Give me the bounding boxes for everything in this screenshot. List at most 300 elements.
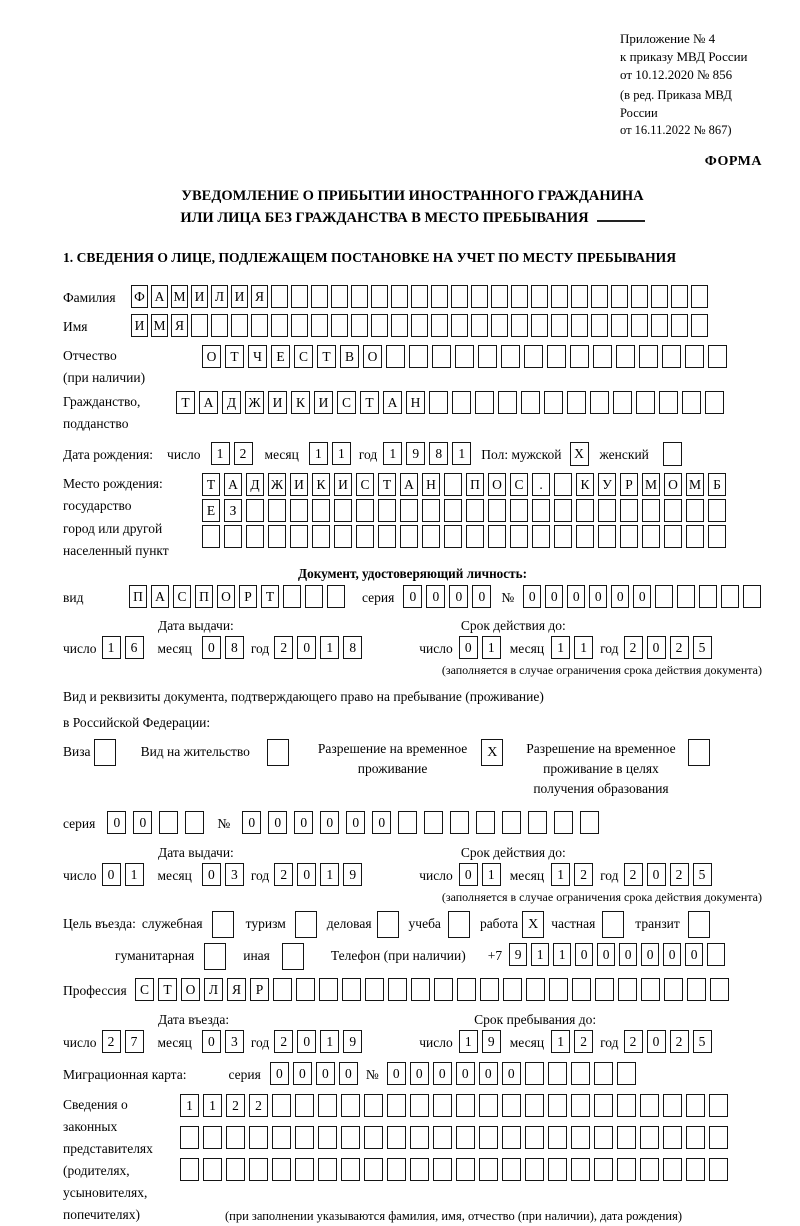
cell[interactable] xyxy=(327,585,345,608)
cell[interactable]: 2 xyxy=(274,863,293,886)
cell[interactable]: Н xyxy=(406,391,425,414)
cell[interactable] xyxy=(502,1094,521,1117)
cell[interactable] xyxy=(688,739,710,766)
cell[interactable] xyxy=(319,978,338,1001)
cell[interactable] xyxy=(334,525,352,548)
cell[interactable] xyxy=(501,345,520,368)
cell[interactable] xyxy=(705,391,724,414)
cell[interactable] xyxy=(433,1094,452,1117)
cell[interactable] xyxy=(532,525,550,548)
cell[interactable] xyxy=(400,525,418,548)
cell[interactable] xyxy=(457,978,476,1001)
cell[interactable] xyxy=(283,585,301,608)
cell[interactable] xyxy=(422,499,440,522)
cell[interactable] xyxy=(548,1158,567,1181)
cell[interactable]: К xyxy=(312,473,330,496)
cell[interactable] xyxy=(364,1126,383,1149)
cell[interactable]: 0 xyxy=(270,1062,289,1085)
cell[interactable]: 1 xyxy=(320,863,339,886)
cell[interactable] xyxy=(651,285,668,308)
cell[interactable] xyxy=(686,525,704,548)
cell[interactable]: 0 xyxy=(202,863,221,886)
cell[interactable]: 5 xyxy=(693,1030,712,1053)
cell[interactable]: 1 xyxy=(459,1030,478,1053)
cell[interactable] xyxy=(424,811,443,834)
cell[interactable] xyxy=(687,978,706,1001)
cell[interactable]: Е xyxy=(202,499,220,522)
cell[interactable] xyxy=(691,285,708,308)
cell[interactable] xyxy=(551,314,568,337)
cell[interactable] xyxy=(431,285,448,308)
cell[interactable] xyxy=(377,911,399,938)
cell[interactable] xyxy=(456,1158,475,1181)
cell[interactable]: 0 xyxy=(663,943,681,966)
cell[interactable]: Р xyxy=(239,585,257,608)
cell[interactable]: 1 xyxy=(482,863,501,886)
cell[interactable]: 0 xyxy=(102,863,121,886)
cell[interactable] xyxy=(502,1126,521,1149)
cell[interactable]: 1 xyxy=(574,636,593,659)
cell[interactable] xyxy=(488,499,506,522)
cell[interactable] xyxy=(510,525,528,548)
cell[interactable]: 0 xyxy=(316,1062,335,1085)
cell[interactable] xyxy=(249,1126,268,1149)
cell[interactable]: 1 xyxy=(551,863,570,886)
cell[interactable] xyxy=(246,525,264,548)
cell[interactable] xyxy=(547,345,566,368)
cell[interactable] xyxy=(455,345,474,368)
cell[interactable] xyxy=(342,978,361,1001)
cell[interactable] xyxy=(611,314,628,337)
cell[interactable] xyxy=(450,811,469,834)
cell[interactable]: 0 xyxy=(641,943,659,966)
cell[interactable]: Я xyxy=(251,285,268,308)
cell[interactable] xyxy=(576,525,594,548)
cell[interactable] xyxy=(664,499,682,522)
cell[interactable] xyxy=(480,978,499,1001)
cell[interactable]: Т xyxy=(261,585,279,608)
cell[interactable]: X xyxy=(570,442,589,466)
cell[interactable] xyxy=(295,1094,314,1117)
cell[interactable] xyxy=(409,345,428,368)
cell[interactable]: 1 xyxy=(332,442,351,465)
cell[interactable] xyxy=(591,314,608,337)
cell[interactable] xyxy=(502,1158,521,1181)
cell[interactable] xyxy=(640,1094,659,1117)
cell[interactable] xyxy=(595,978,614,1001)
cell[interactable]: 1 xyxy=(309,442,328,465)
cell[interactable] xyxy=(341,1126,360,1149)
cell[interactable] xyxy=(677,585,695,608)
cell[interactable] xyxy=(598,499,616,522)
cell[interactable]: О xyxy=(363,345,382,368)
cell[interactable] xyxy=(271,285,288,308)
cell[interactable] xyxy=(371,314,388,337)
cell[interactable] xyxy=(478,345,497,368)
cell[interactable]: А xyxy=(400,473,418,496)
cell[interactable] xyxy=(598,525,616,548)
cell[interactable] xyxy=(521,391,540,414)
cell[interactable] xyxy=(708,345,727,368)
cell[interactable] xyxy=(686,1094,705,1117)
cell[interactable]: А xyxy=(224,473,242,496)
cell[interactable] xyxy=(364,1094,383,1117)
cell[interactable] xyxy=(410,1158,429,1181)
cell[interactable] xyxy=(688,911,710,938)
cell[interactable]: 6 xyxy=(125,636,144,659)
cell[interactable]: 0 xyxy=(320,811,339,834)
cell[interactable] xyxy=(291,285,308,308)
cell[interactable] xyxy=(295,1126,314,1149)
cell[interactable] xyxy=(351,285,368,308)
cell[interactable]: Д xyxy=(246,473,264,496)
cell[interactable] xyxy=(707,943,725,966)
cell[interactable]: 1 xyxy=(551,636,570,659)
cell[interactable]: 1 xyxy=(383,442,402,465)
cell[interactable] xyxy=(410,1094,429,1117)
cell[interactable] xyxy=(341,1094,360,1117)
cell[interactable] xyxy=(475,391,494,414)
cell[interactable] xyxy=(391,285,408,308)
cell[interactable] xyxy=(709,1094,728,1117)
cell[interactable]: 0 xyxy=(297,1030,316,1053)
cell[interactable] xyxy=(548,1126,567,1149)
cell[interactable]: 7 xyxy=(125,1030,144,1053)
cell[interactable]: П xyxy=(129,585,147,608)
cell[interactable]: А xyxy=(151,585,169,608)
cell[interactable] xyxy=(708,525,726,548)
cell[interactable] xyxy=(510,499,528,522)
cell[interactable]: Ф xyxy=(131,285,148,308)
cell[interactable] xyxy=(571,285,588,308)
cell[interactable]: 0 xyxy=(372,811,391,834)
cell[interactable]: М xyxy=(642,473,660,496)
cell[interactable]: Я xyxy=(171,314,188,337)
cell[interactable] xyxy=(663,442,682,466)
cell[interactable] xyxy=(318,1126,337,1149)
cell[interactable] xyxy=(94,739,116,766)
cell[interactable] xyxy=(554,811,573,834)
cell[interactable] xyxy=(571,1062,590,1085)
cell[interactable]: 1 xyxy=(203,1094,222,1117)
cell[interactable] xyxy=(185,811,204,834)
cell[interactable] xyxy=(290,525,308,548)
cell[interactable] xyxy=(422,525,440,548)
cell[interactable] xyxy=(594,1062,613,1085)
cell[interactable]: Ж xyxy=(245,391,264,414)
cell[interactable]: Т xyxy=(378,473,396,496)
cell[interactable]: М xyxy=(171,285,188,308)
cell[interactable] xyxy=(651,314,668,337)
cell[interactable] xyxy=(502,811,521,834)
cell[interactable]: 2 xyxy=(234,442,253,465)
cell[interactable]: С xyxy=(135,978,154,1001)
cell[interactable]: 1 xyxy=(211,442,230,465)
cell[interactable]: 0 xyxy=(619,943,637,966)
cell[interactable] xyxy=(571,314,588,337)
cell[interactable]: О xyxy=(664,473,682,496)
cell[interactable]: 0 xyxy=(433,1062,452,1085)
cell[interactable] xyxy=(617,1126,636,1149)
cell[interactable] xyxy=(226,1126,245,1149)
cell[interactable] xyxy=(387,1158,406,1181)
cell[interactable] xyxy=(686,1158,705,1181)
cell[interactable]: 1 xyxy=(531,943,549,966)
cell[interactable] xyxy=(456,1126,475,1149)
cell[interactable] xyxy=(203,1126,222,1149)
cell[interactable]: Р xyxy=(250,978,269,1001)
cell[interactable] xyxy=(618,978,637,1001)
cell[interactable]: И xyxy=(290,473,308,496)
cell[interactable] xyxy=(655,585,673,608)
cell[interactable] xyxy=(356,525,374,548)
cell[interactable] xyxy=(429,391,448,414)
cell[interactable]: О xyxy=(202,345,221,368)
cell[interactable] xyxy=(525,1062,544,1085)
cell[interactable]: 0 xyxy=(449,585,468,608)
cell[interactable] xyxy=(268,525,286,548)
cell[interactable]: С xyxy=(173,585,191,608)
cell[interactable] xyxy=(532,499,550,522)
cell[interactable] xyxy=(571,1126,590,1149)
cell[interactable]: П xyxy=(466,473,484,496)
cell[interactable] xyxy=(444,525,462,548)
cell[interactable]: М xyxy=(151,314,168,337)
cell[interactable]: 1 xyxy=(320,1030,339,1053)
cell[interactable] xyxy=(640,1126,659,1149)
cell[interactable] xyxy=(613,391,632,414)
cell[interactable]: 0 xyxy=(647,1030,666,1053)
cell[interactable] xyxy=(708,499,726,522)
cell[interactable]: П xyxy=(195,585,213,608)
cell[interactable]: 9 xyxy=(482,1030,501,1053)
cell[interactable]: . xyxy=(532,473,550,496)
cell[interactable] xyxy=(686,1126,705,1149)
cell[interactable]: Л xyxy=(211,285,228,308)
cell[interactable] xyxy=(710,978,729,1001)
cell[interactable] xyxy=(411,314,428,337)
cell[interactable] xyxy=(387,1094,406,1117)
cell[interactable] xyxy=(659,391,678,414)
cell[interactable]: И xyxy=(231,285,248,308)
cell[interactable]: 0 xyxy=(479,1062,498,1085)
cell[interactable]: 3 xyxy=(225,863,244,886)
cell[interactable]: 3 xyxy=(225,1030,244,1053)
cell[interactable] xyxy=(444,473,462,496)
cell[interactable] xyxy=(525,1094,544,1117)
cell[interactable] xyxy=(631,285,648,308)
cell[interactable]: 0 xyxy=(242,811,261,834)
cell[interactable]: 0 xyxy=(523,585,541,608)
cell[interactable] xyxy=(699,585,717,608)
cell[interactable] xyxy=(391,314,408,337)
cell[interactable] xyxy=(400,499,418,522)
cell[interactable] xyxy=(246,499,264,522)
cell[interactable]: Б xyxy=(708,473,726,496)
cell[interactable] xyxy=(554,499,572,522)
cell[interactable]: М xyxy=(686,473,704,496)
cell[interactable] xyxy=(642,499,660,522)
cell[interactable] xyxy=(682,391,701,414)
cell[interactable]: 0 xyxy=(647,636,666,659)
cell[interactable] xyxy=(580,811,599,834)
cell[interactable] xyxy=(378,525,396,548)
cell[interactable] xyxy=(576,499,594,522)
cell[interactable] xyxy=(212,911,234,938)
cell[interactable]: X xyxy=(481,739,503,766)
cell[interactable] xyxy=(371,285,388,308)
cell[interactable] xyxy=(620,525,638,548)
cell[interactable] xyxy=(431,314,448,337)
cell[interactable] xyxy=(249,1158,268,1181)
cell[interactable]: 0 xyxy=(589,585,607,608)
cell[interactable] xyxy=(551,285,568,308)
cell[interactable]: 9 xyxy=(406,442,425,465)
cell[interactable] xyxy=(554,473,572,496)
cell[interactable] xyxy=(180,1126,199,1149)
cell[interactable]: 0 xyxy=(202,636,221,659)
cell[interactable] xyxy=(311,314,328,337)
cell[interactable]: Д xyxy=(222,391,241,414)
cell[interactable]: 0 xyxy=(472,585,491,608)
cell[interactable] xyxy=(295,1158,314,1181)
cell[interactable]: С xyxy=(356,473,374,496)
cell[interactable] xyxy=(685,345,704,368)
cell[interactable] xyxy=(663,1094,682,1117)
cell[interactable] xyxy=(231,314,248,337)
cell[interactable]: 0 xyxy=(545,585,563,608)
cell[interactable]: 2 xyxy=(624,1030,643,1053)
cell[interactable] xyxy=(271,314,288,337)
cell[interactable]: А xyxy=(151,285,168,308)
cell[interactable]: 0 xyxy=(426,585,445,608)
cell[interactable] xyxy=(531,314,548,337)
cell[interactable]: Я xyxy=(227,978,246,1001)
cell[interactable] xyxy=(471,285,488,308)
cell[interactable] xyxy=(593,345,612,368)
cell[interactable]: 0 xyxy=(459,636,478,659)
cell[interactable]: О xyxy=(181,978,200,1001)
cell[interactable]: Т xyxy=(176,391,195,414)
cell[interactable] xyxy=(251,314,268,337)
cell[interactable] xyxy=(511,314,528,337)
cell[interactable]: 8 xyxy=(429,442,448,465)
cell[interactable] xyxy=(378,499,396,522)
cell[interactable]: 1 xyxy=(180,1094,199,1117)
cell[interactable]: 8 xyxy=(225,636,244,659)
cell[interactable] xyxy=(671,285,688,308)
cell[interactable] xyxy=(203,1158,222,1181)
cell[interactable] xyxy=(341,1158,360,1181)
cell[interactable] xyxy=(387,1126,406,1149)
cell[interactable] xyxy=(491,314,508,337)
cell[interactable] xyxy=(386,345,405,368)
cell[interactable] xyxy=(411,285,428,308)
cell[interactable] xyxy=(365,978,384,1001)
cell[interactable] xyxy=(204,943,226,970)
cell[interactable]: 9 xyxy=(343,1030,362,1053)
cell[interactable] xyxy=(511,285,528,308)
cell[interactable] xyxy=(364,1158,383,1181)
cell[interactable] xyxy=(572,978,591,1001)
cell[interactable] xyxy=(570,345,589,368)
cell[interactable]: 2 xyxy=(226,1094,245,1117)
cell[interactable] xyxy=(602,911,624,938)
cell[interactable] xyxy=(296,978,315,1001)
cell[interactable]: 2 xyxy=(574,863,593,886)
cell[interactable] xyxy=(525,1126,544,1149)
cell[interactable] xyxy=(709,1126,728,1149)
cell[interactable] xyxy=(282,943,304,970)
cell[interactable] xyxy=(636,391,655,414)
cell[interactable]: 0 xyxy=(633,585,651,608)
cell[interactable]: С xyxy=(337,391,356,414)
cell[interactable]: 9 xyxy=(343,863,362,886)
cell[interactable]: 0 xyxy=(459,863,478,886)
cell[interactable]: 1 xyxy=(553,943,571,966)
cell[interactable] xyxy=(411,978,430,1001)
cell[interactable] xyxy=(611,285,628,308)
cell[interactable] xyxy=(334,499,352,522)
cell[interactable]: Ж xyxy=(268,473,286,496)
cell[interactable] xyxy=(639,345,658,368)
cell[interactable]: X xyxy=(522,911,544,938)
cell[interactable]: 0 xyxy=(456,1062,475,1085)
cell[interactable]: У xyxy=(598,473,616,496)
cell[interactable]: 2 xyxy=(670,863,689,886)
cell[interactable]: 0 xyxy=(346,811,365,834)
cell[interactable] xyxy=(272,1158,291,1181)
cell[interactable] xyxy=(524,345,543,368)
cell[interactable] xyxy=(476,811,495,834)
cell[interactable]: Н xyxy=(422,473,440,496)
cell[interactable] xyxy=(451,285,468,308)
cell[interactable] xyxy=(548,1062,567,1085)
cell[interactable]: 5 xyxy=(693,863,712,886)
cell[interactable] xyxy=(544,391,563,414)
cell[interactable] xyxy=(451,314,468,337)
cell[interactable]: Ч xyxy=(248,345,267,368)
cell[interactable] xyxy=(444,499,462,522)
cell[interactable] xyxy=(640,1158,659,1181)
cell[interactable]: 1 xyxy=(452,442,471,465)
cell[interactable] xyxy=(571,1158,590,1181)
cell[interactable]: 2 xyxy=(102,1030,121,1053)
cell[interactable]: И xyxy=(191,285,208,308)
cell[interactable] xyxy=(721,585,739,608)
cell[interactable]: 0 xyxy=(107,811,126,834)
cell[interactable]: А xyxy=(199,391,218,414)
cell[interactable]: 2 xyxy=(624,636,643,659)
cell[interactable] xyxy=(432,345,451,368)
cell[interactable]: З xyxy=(224,499,242,522)
cell[interactable] xyxy=(295,911,317,938)
cell[interactable] xyxy=(312,525,330,548)
cell[interactable] xyxy=(498,391,517,414)
cell[interactable]: Р xyxy=(620,473,638,496)
cell[interactable] xyxy=(466,499,484,522)
cell[interactable] xyxy=(471,314,488,337)
cell[interactable]: С xyxy=(510,473,528,496)
cell[interactable] xyxy=(617,1158,636,1181)
cell[interactable] xyxy=(528,811,547,834)
cell[interactable]: Т xyxy=(225,345,244,368)
cell[interactable]: С xyxy=(294,345,313,368)
cell[interactable] xyxy=(224,525,242,548)
cell[interactable] xyxy=(351,314,368,337)
cell[interactable]: 8 xyxy=(343,636,362,659)
cell[interactable]: Л xyxy=(204,978,223,1001)
